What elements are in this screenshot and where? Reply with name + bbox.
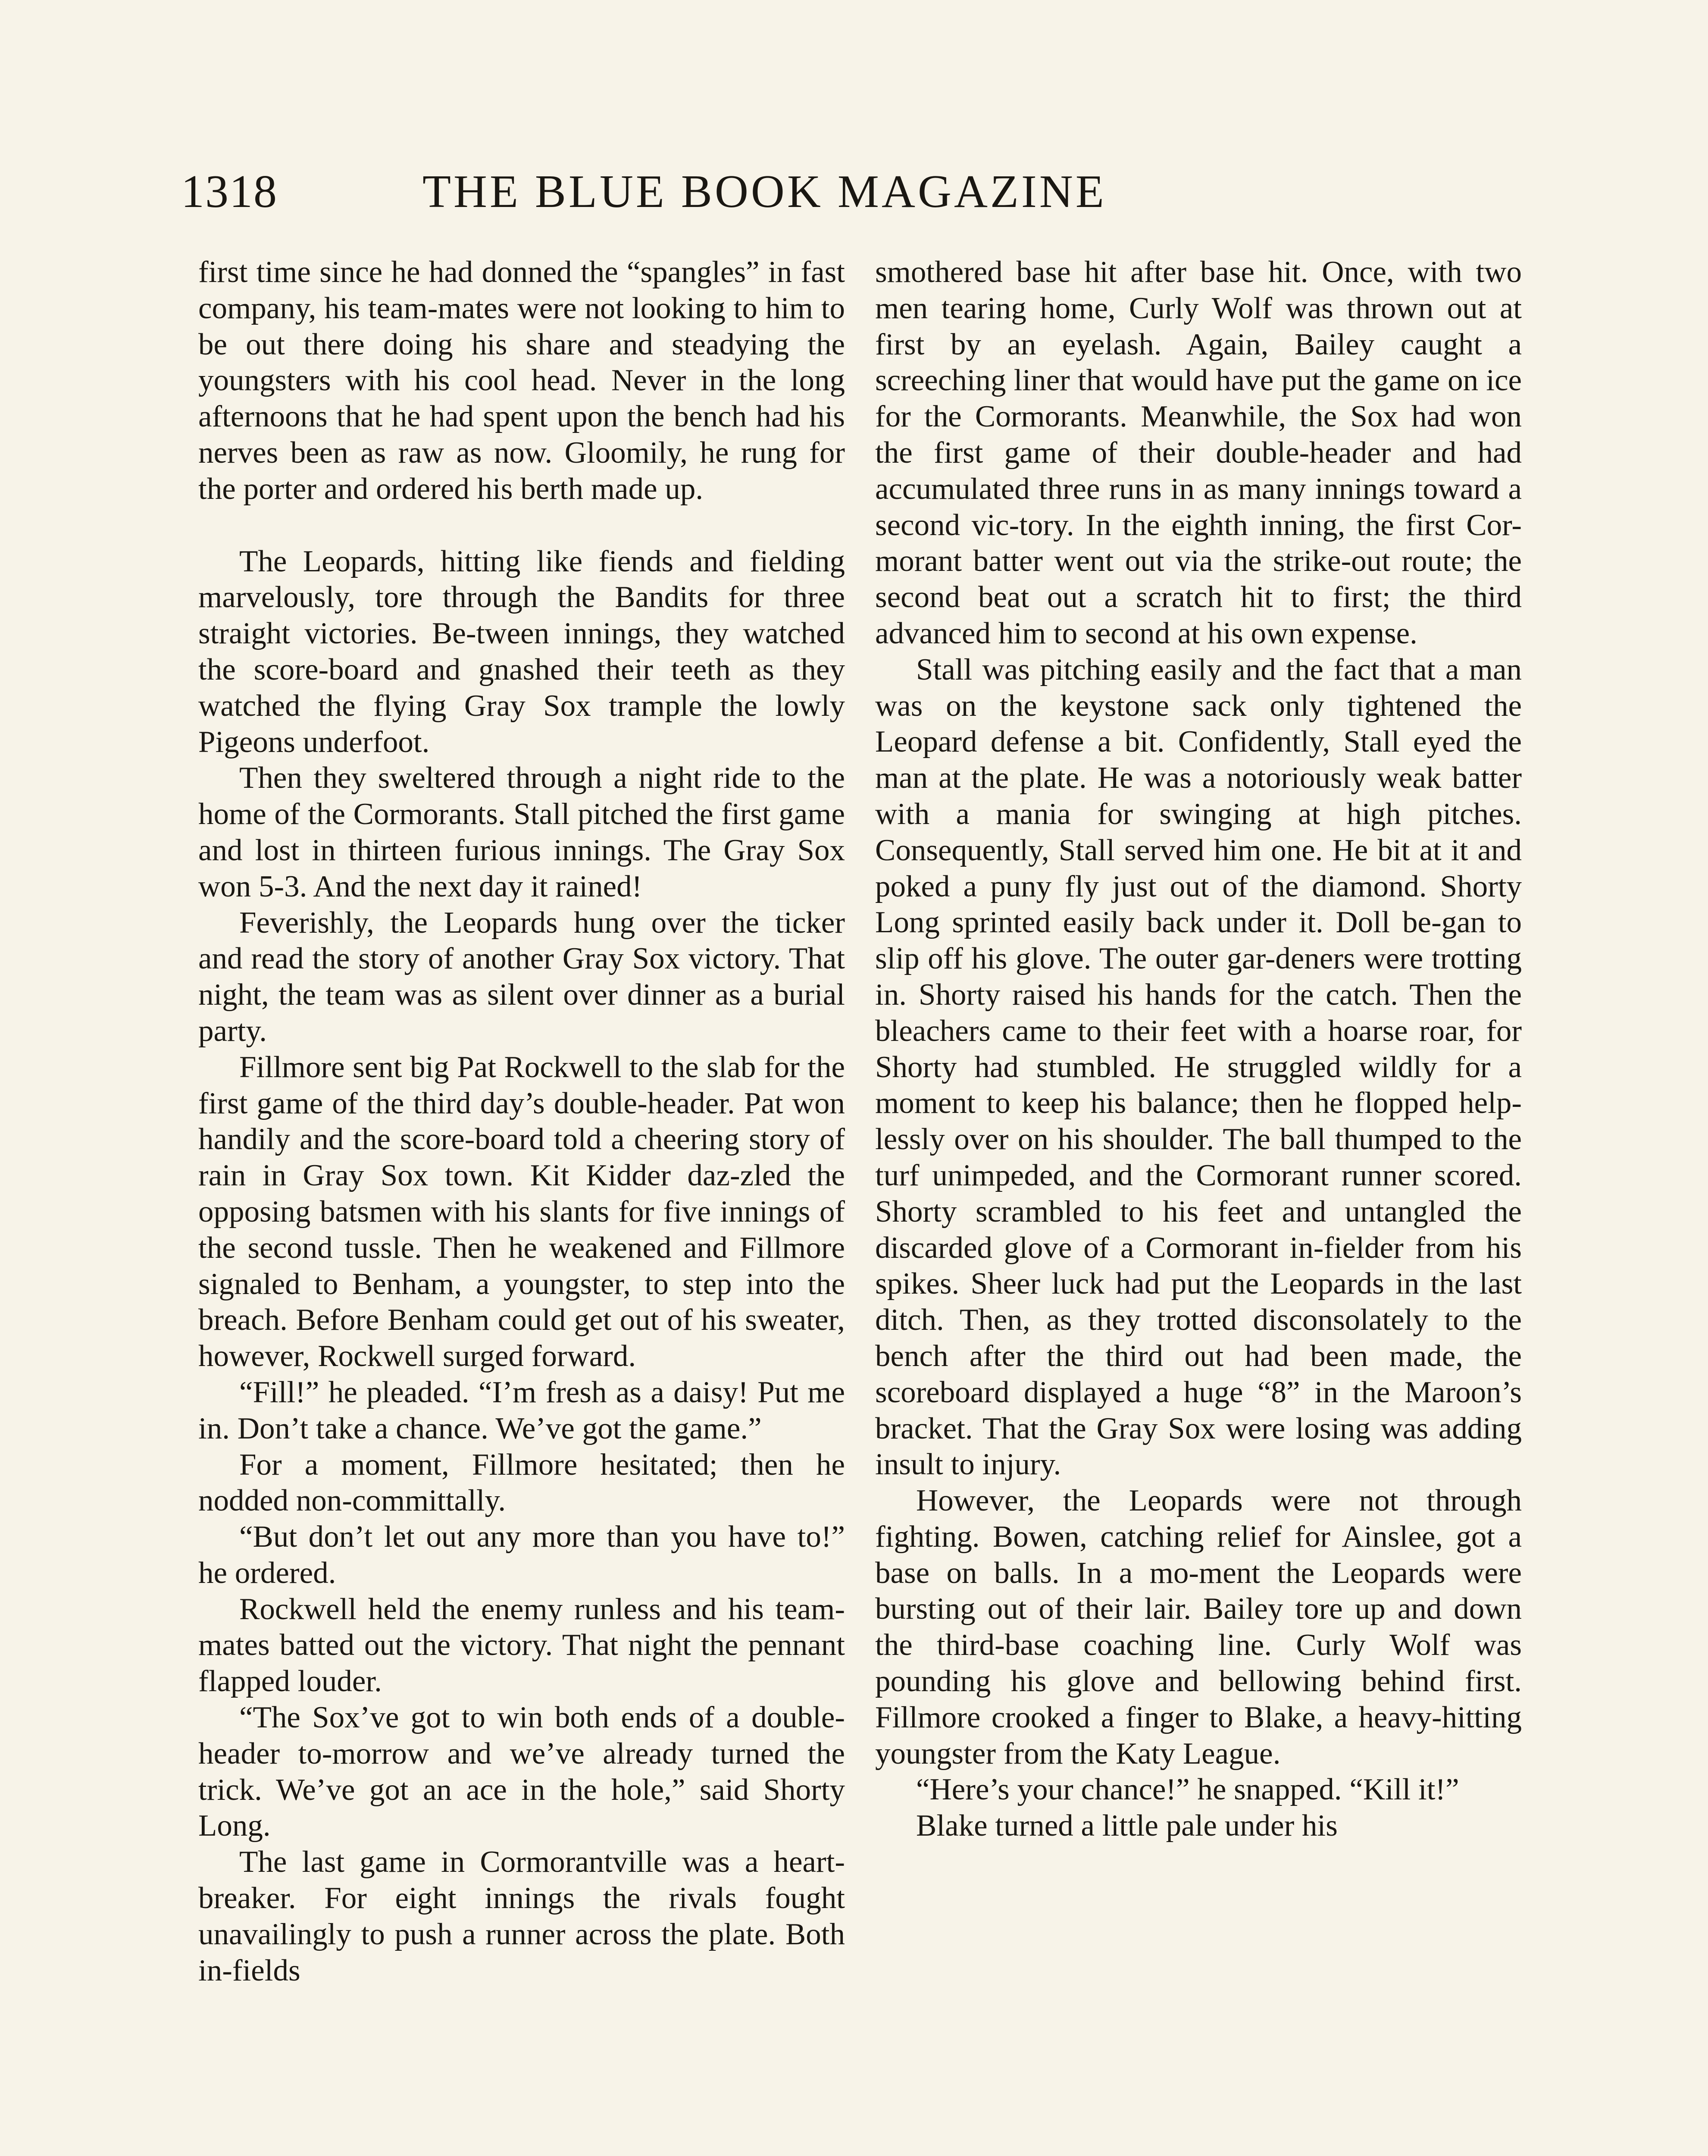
paragraph: Stall was pitching easily and the fact that a man was on the keystone sack only tightened the Leopard defense a bit. Confidently, Stall eyed the man at the plate. He was a notoriously weak batter with a mania for swinging at high pitches. Consequently, Stall served him one. He bit at it and poked a puny fly just out of the diamond. Shorty Long sprinted easily back under it. Doll be-gan to slip off his glove. The outer gar-deners were trotting in. Shorty raised his hands for the catch. Then the bleachers came to their feet with a hoarse roar, for Shorty had stumbled. He struggled wildly for a moment to keep his balance; then he flopped help-lessly over on his shoulder. The ball thumped to the turf unimpeded, and the Cormorant runner scored. Shorty scrambled to his feet and untangled the discarded glove of a Cormorant in-fielder from his spikes. Sheer luck had put the Leopards in the last ditch. Then, as they trotted disconsolately to the bench after the third out had been made, the scoreboard displayed a huge “8” in the Maroon’s bracket. That the Gray Sox were losing was adding insult to injury. <box>875 652 1522 1482</box>
paragraph: “But don’t let out any more than you have to!” he ordered. <box>198 1520 845 1590</box>
paragraph: For a moment, Fillmore hesitated; then he nodded non-committally. <box>198 1448 845 1518</box>
paragraph: first time since he had donned the “spangles” in fast company, his team-mates were not looking to him to be out there doing his share and steadying the youngsters with his cool head. Never in the long afternoons that he had spent upon the bench had his nerves been as raw as now. Gloomily, he rung for the porter and ordered his berth made up. <box>198 255 845 506</box>
paragraph: Rockwell held the enemy runless and his team-mates batted out the victory. That night the pennant flapped louder. <box>198 1592 845 1698</box>
paragraph: Blake turned a little pale under his <box>916 1809 1338 1843</box>
left-text-column <box>198 254 845 1989</box>
page-header <box>181 160 1207 233</box>
paragraph: Fillmore sent big Pat Rockwell to the slab for the first game of the third day’s double-header. Pat won handily and the score-board told a cheering story of rain in Gray Sox town. Kit Kidder daz-zled the opposing batsmen with his slants for five innings of the second tussle. Then he weakened and Fillmore signaled to Benham, a youngster, to step into the breach. Before Benham could get out of his sweater, however, Rockwell surged forward. <box>198 1050 845 1373</box>
paragraph: Then they sweltered through a night ride to the home of the Cormorants. Stall pitched the first game and lost in thirteen furious innings. The Gray Sox won 5-3. And the next day it rained! <box>198 761 845 903</box>
paragraph: The Leopards, hitting like fiends and fielding marvelously, tore through the Bandits for three straight victories. Be-tween innings, they watched the score-board and gnashed their teeth as they watched the flying Gray Sox trample the lowly Pigeons underfoot. <box>198 544 845 759</box>
magazine-title: THE BLUE BOOK MAGAZINE <box>422 166 1107 217</box>
paragraph: “Here’s your chance!” he snapped. “Kill it!” <box>916 1773 1459 1807</box>
paragraph: “Fill!” he pleaded. “I’m fresh as a daisy! Put me in. Don’t take a chance. We’ve got the game.” <box>198 1375 845 1445</box>
paragraph: Feverishly, the Leopards hung over the ticker and read the story of another Gray Sox victory. That night, the team was as silent over dinner as a burial party. <box>198 906 845 1048</box>
page-number: 1318 <box>181 166 278 217</box>
paragraph: “The Sox’ve got to win both ends of a double-header to-morrow and we’ve already turned the trick. We’ve got an ace in the hole,” said Shorty Long. <box>198 1701 845 1843</box>
right-text-column <box>875 254 1522 1844</box>
paragraph: However, the Leopards were not through fighting. Bowen, catching relief for Ainslee, got a base on balls. In a mo-ment the Leopards were bursting out of their lair. Bailey tore up and down the third-base coaching line. Curly Wolf was pounding his glove and bellowing behind first. Fillmore crooked a finger to Blake, a heavy-hitting youngster from the Katy League. <box>875 1484 1522 1771</box>
paragraph: smothered base hit after base hit. Once, with two men tearing home, Curly Wolf was thrown out at first by an eyelash. Again, Bailey caught a screeching liner that would have put the game on ice for the Cormorants. Meanwhile, the Sox had won the first game of their double-header and had accumulated three runs in as many innings toward a second vic-tory. In the eighth inning, the first Cor-morant batter went out via the strike-out route; the second beat out a scratch hit to first; the third advanced him to second at his own expense. <box>875 255 1522 650</box>
paragraph: The last game in Cormorantville was a heart-breaker. For eight innings the rivals fought unavailingly to push a runner across the plate. Both in-fields <box>198 1845 845 1987</box>
